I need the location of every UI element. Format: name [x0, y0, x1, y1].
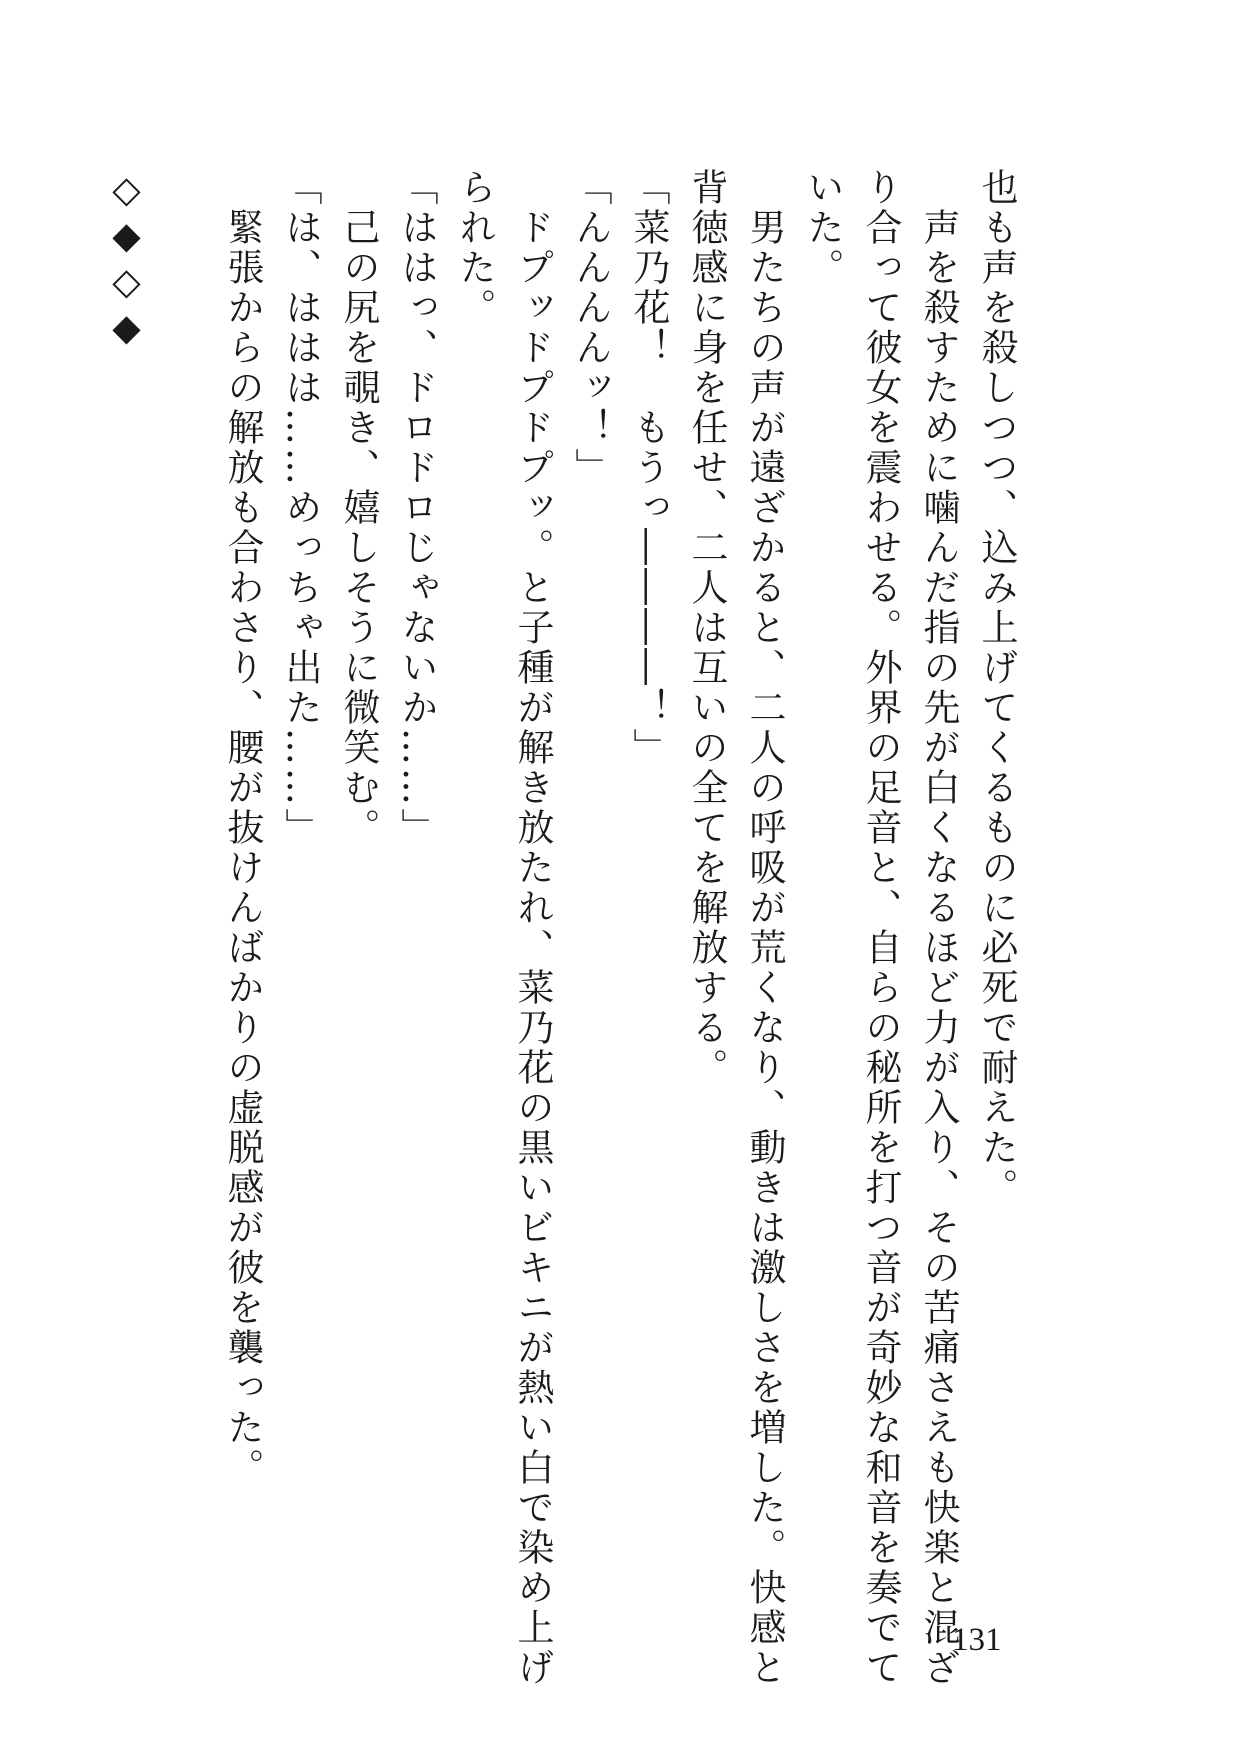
text-line: 己の尻を覗き、嬉しそうに微笑む。 — [337, 168, 380, 848]
blank-line — [155, 168, 213, 1498]
page-number: 131 — [952, 1622, 1002, 1658]
text-line: り合って彼女を震わせる。外界の足音と、自らの秘所を打つ音が奇妙な和音を奏でて — [859, 168, 902, 1688]
text-line: 声を殺すために噛んだ指の先が白くなるほど力が入り、その苦痛さえも快楽と混ざ — [917, 168, 960, 1688]
text-line: 緊張からの解放も合わさり、腰が抜けんばかりの虚脱感が彼を襲った。 — [221, 168, 264, 1488]
text-line: 背徳感に身を任せ、二人は互いの全てを解放する。 — [685, 168, 728, 1088]
text-line: 男たちの声が遠ざかると、二人の呼吸が荒くなり、動きは激しさを増した。快感と — [743, 168, 786, 1688]
text-line: 也も声を殺しつつ、込み上げてくるものに必死で耐えた。 — [975, 168, 1018, 1208]
dialogue-line: 「んんんんッ！」 — [569, 168, 612, 488]
dialogue-line: 「は、ははは……めっちゃ出た……」 — [279, 168, 322, 848]
scene-break-marker: ◇◆◇◆ — [105, 168, 148, 352]
text-line: いた。 — [801, 168, 844, 288]
text-line: られた。 — [453, 168, 496, 328]
text-line: ドプッドプドプッ。と子種が解き放たれ、菜乃花の黒いビキニが熱い白で染め上げ — [511, 168, 554, 1688]
dialogue-line: 「菜乃花！ もうっ――――！」 — [627, 168, 670, 768]
dialogue-line: 「ははっ、ドロドロじゃないか……」 — [395, 168, 438, 848]
